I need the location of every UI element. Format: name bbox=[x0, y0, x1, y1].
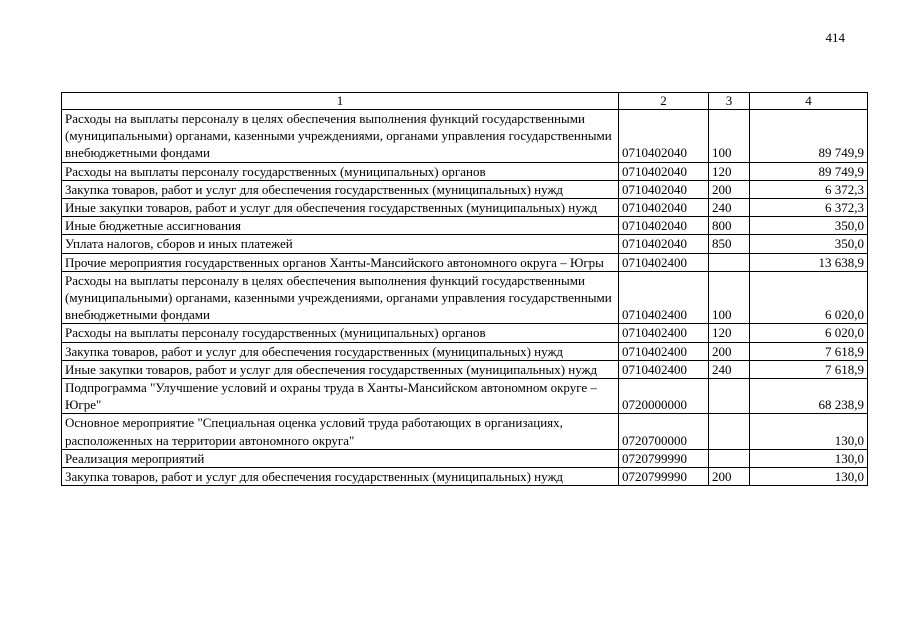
expense-name: Закупка товаров, работ и услуг для обеспечения государственных (муниципальных) нужд bbox=[62, 180, 619, 198]
target-code: 0710402400 bbox=[619, 342, 709, 360]
target-code: 0710402400 bbox=[619, 271, 709, 324]
target-code: 0710402040 bbox=[619, 235, 709, 253]
amount: 7 618,9 bbox=[750, 360, 868, 378]
expense-type-code bbox=[709, 449, 750, 467]
target-code: 0710402040 bbox=[619, 162, 709, 180]
table-row bbox=[62, 324, 868, 342]
expense-name: Закупка товаров, работ и услуг для обеспечения государственных (муниципальных) нужд bbox=[62, 342, 619, 360]
expense-name: Основное мероприятие "Специальная оценка условий труда работающих в организациях, расположенных на территории автономного округа" bbox=[62, 414, 619, 449]
target-code: 0710402400 bbox=[619, 360, 709, 378]
table-row bbox=[62, 342, 868, 360]
amount: 6 020,0 bbox=[750, 271, 868, 324]
amount: 89 749,9 bbox=[750, 162, 868, 180]
expense-type-code: 200 bbox=[709, 180, 750, 198]
amount: 13 638,9 bbox=[750, 253, 868, 271]
amount: 89 749,9 bbox=[750, 110, 868, 163]
target-code: 0720700000 bbox=[619, 414, 709, 449]
table-row bbox=[62, 162, 868, 180]
expense-name: Расходы на выплаты персоналу в целях обеспечения выполнения функций государственными (муниципальными) органами, казенными учреждениями, органами управления государственными внебюджетными фондами bbox=[62, 110, 619, 163]
expense-type-code bbox=[709, 379, 750, 414]
expense-type-code bbox=[709, 253, 750, 271]
expense-type-code: 240 bbox=[709, 199, 750, 217]
expense-type-code: 800 bbox=[709, 217, 750, 235]
expense-name: Расходы на выплаты персоналу государственных (муниципальных) органов bbox=[62, 324, 619, 342]
amount: 68 238,9 bbox=[750, 379, 868, 414]
table-row bbox=[62, 271, 868, 324]
expense-name: Закупка товаров, работ и услуг для обеспечения государственных (муниципальных) нужд bbox=[62, 468, 619, 486]
table-row bbox=[62, 110, 868, 163]
budget-table bbox=[61, 92, 868, 486]
target-code: 0720000000 bbox=[619, 379, 709, 414]
amount: 6 372,3 bbox=[750, 180, 868, 198]
table-header-row bbox=[62, 93, 868, 110]
amount: 7 618,9 bbox=[750, 342, 868, 360]
expense-name: Иные закупки товаров, работ и услуг для обеспечения государственных (муниципальных) нужд bbox=[62, 360, 619, 378]
amount: 130,0 bbox=[750, 449, 868, 467]
table-row bbox=[62, 199, 868, 217]
target-code: 0710402040 bbox=[619, 110, 709, 163]
header-col-3: 3 bbox=[709, 93, 750, 110]
expense-type-code bbox=[709, 414, 750, 449]
expense-name: Уплата налогов, сборов и иных платежей bbox=[62, 235, 619, 253]
amount: 6 020,0 bbox=[750, 324, 868, 342]
expense-name: Иные закупки товаров, работ и услуг для обеспечения государственных (муниципальных) нужд bbox=[62, 199, 619, 217]
expense-name: Расходы на выплаты персоналу государственных (муниципальных) органов bbox=[62, 162, 619, 180]
expense-name: Расходы на выплаты персоналу в целях обеспечения выполнения функций государственными (муниципальными) органами, казенными учреждениями, органами управления государственными внебюджетными фондами bbox=[62, 271, 619, 324]
expense-type-code: 200 bbox=[709, 342, 750, 360]
target-code: 0710402400 bbox=[619, 324, 709, 342]
amount: 350,0 bbox=[750, 235, 868, 253]
table-row bbox=[62, 414, 868, 449]
header-col-2: 2 bbox=[619, 93, 709, 110]
target-code: 0710402040 bbox=[619, 199, 709, 217]
expense-type-code: 100 bbox=[709, 271, 750, 324]
target-code: 0710402040 bbox=[619, 217, 709, 235]
expense-type-code: 120 bbox=[709, 162, 750, 180]
expense-type-code: 200 bbox=[709, 468, 750, 486]
table-row bbox=[62, 253, 868, 271]
amount: 130,0 bbox=[750, 468, 868, 486]
expense-name: Реализация мероприятий bbox=[62, 449, 619, 467]
target-code: 0720799990 bbox=[619, 449, 709, 467]
target-code: 0720799990 bbox=[619, 468, 709, 486]
page-number: 414 bbox=[825, 30, 845, 45]
table-row bbox=[62, 379, 868, 414]
expense-name: Прочие мероприятия государственных органов Ханты-Мансийского автономного округа – Югры bbox=[62, 253, 619, 271]
expense-type-code: 100 bbox=[709, 110, 750, 163]
header-col-4: 4 bbox=[750, 93, 868, 110]
amount: 130,0 bbox=[750, 414, 868, 449]
header-col-1: 1 bbox=[62, 93, 619, 110]
target-code: 0710402400 bbox=[619, 253, 709, 271]
amount: 350,0 bbox=[750, 217, 868, 235]
expense-name: Подпрограмма "Улучшение условий и охраны труда в Ханты-Мансийском автономном округе – Югре" bbox=[62, 379, 619, 414]
target-code: 0710402040 bbox=[619, 180, 709, 198]
table-row bbox=[62, 360, 868, 378]
expense-type-code: 240 bbox=[709, 360, 750, 378]
table-row bbox=[62, 217, 868, 235]
table-row bbox=[62, 468, 868, 486]
expense-type-code: 850 bbox=[709, 235, 750, 253]
amount: 6 372,3 bbox=[750, 199, 868, 217]
table-row bbox=[62, 180, 868, 198]
table-row bbox=[62, 449, 868, 467]
table-row bbox=[62, 235, 868, 253]
expense-type-code: 120 bbox=[709, 324, 750, 342]
expense-name: Иные бюджетные ассигнования bbox=[62, 217, 619, 235]
